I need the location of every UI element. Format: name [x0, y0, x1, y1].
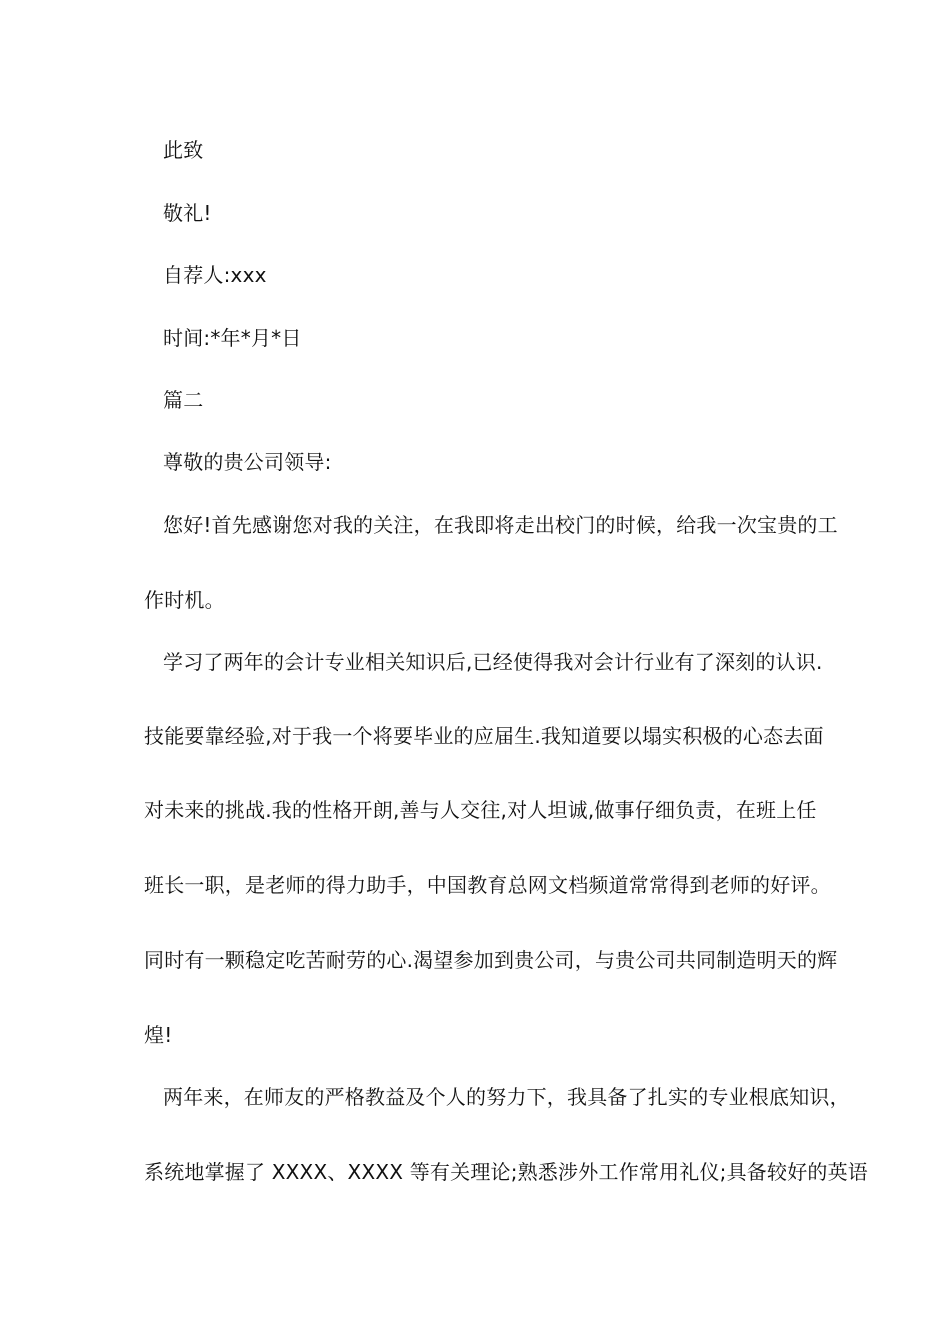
section-title: 篇二 [163, 388, 204, 412]
date-line: 时间:*年*月*日 [163, 326, 302, 350]
body-line: 系统地掌握了 XXXX、XXXX 等有关理论;熟悉涉外工作常用礼仪;具备较好的英语 [144, 1160, 869, 1184]
salutation: 尊敬的贵公司领导: [163, 450, 332, 474]
body-line: 煌! [144, 1023, 173, 1047]
body-line: 同时有一颗稳定吃苦耐劳的心.渴望参加到贵公司，与贵公司共同制造明天的辉 [144, 948, 838, 972]
body-line: 班长一职，是老师的得力助手，中国教育总网文档频道常常得到老师的好评。 [144, 873, 831, 897]
closing-jing-li: 敬礼! [163, 201, 212, 225]
body-line: 学习了两年的会计专业相关知识后,已经使得我对会计行业有了深刻的认识. [163, 650, 823, 674]
closing-ci-zhi: 此致 [163, 138, 204, 162]
body-line: 技能要靠经验,对于我一个将要毕业的应届生.我知道要以塌实积极的心态去面 [144, 724, 824, 748]
body-line: 对未来的挑战.我的性格开朗,善与人交往,对人坦诚,做事仔细负责，在班上任 [144, 798, 817, 822]
body-line: 您好!首先感谢您对我的关注，在我即将走出校门的时候，给我一次宝贵的工 [163, 513, 838, 537]
body-line: 作时机。 [144, 588, 225, 612]
signer-line: 自荐人:xxx [163, 263, 267, 287]
body-line: 两年来，在师友的严格教益及个人的努力下，我具备了扎实的专业根底知识， [163, 1085, 850, 1109]
